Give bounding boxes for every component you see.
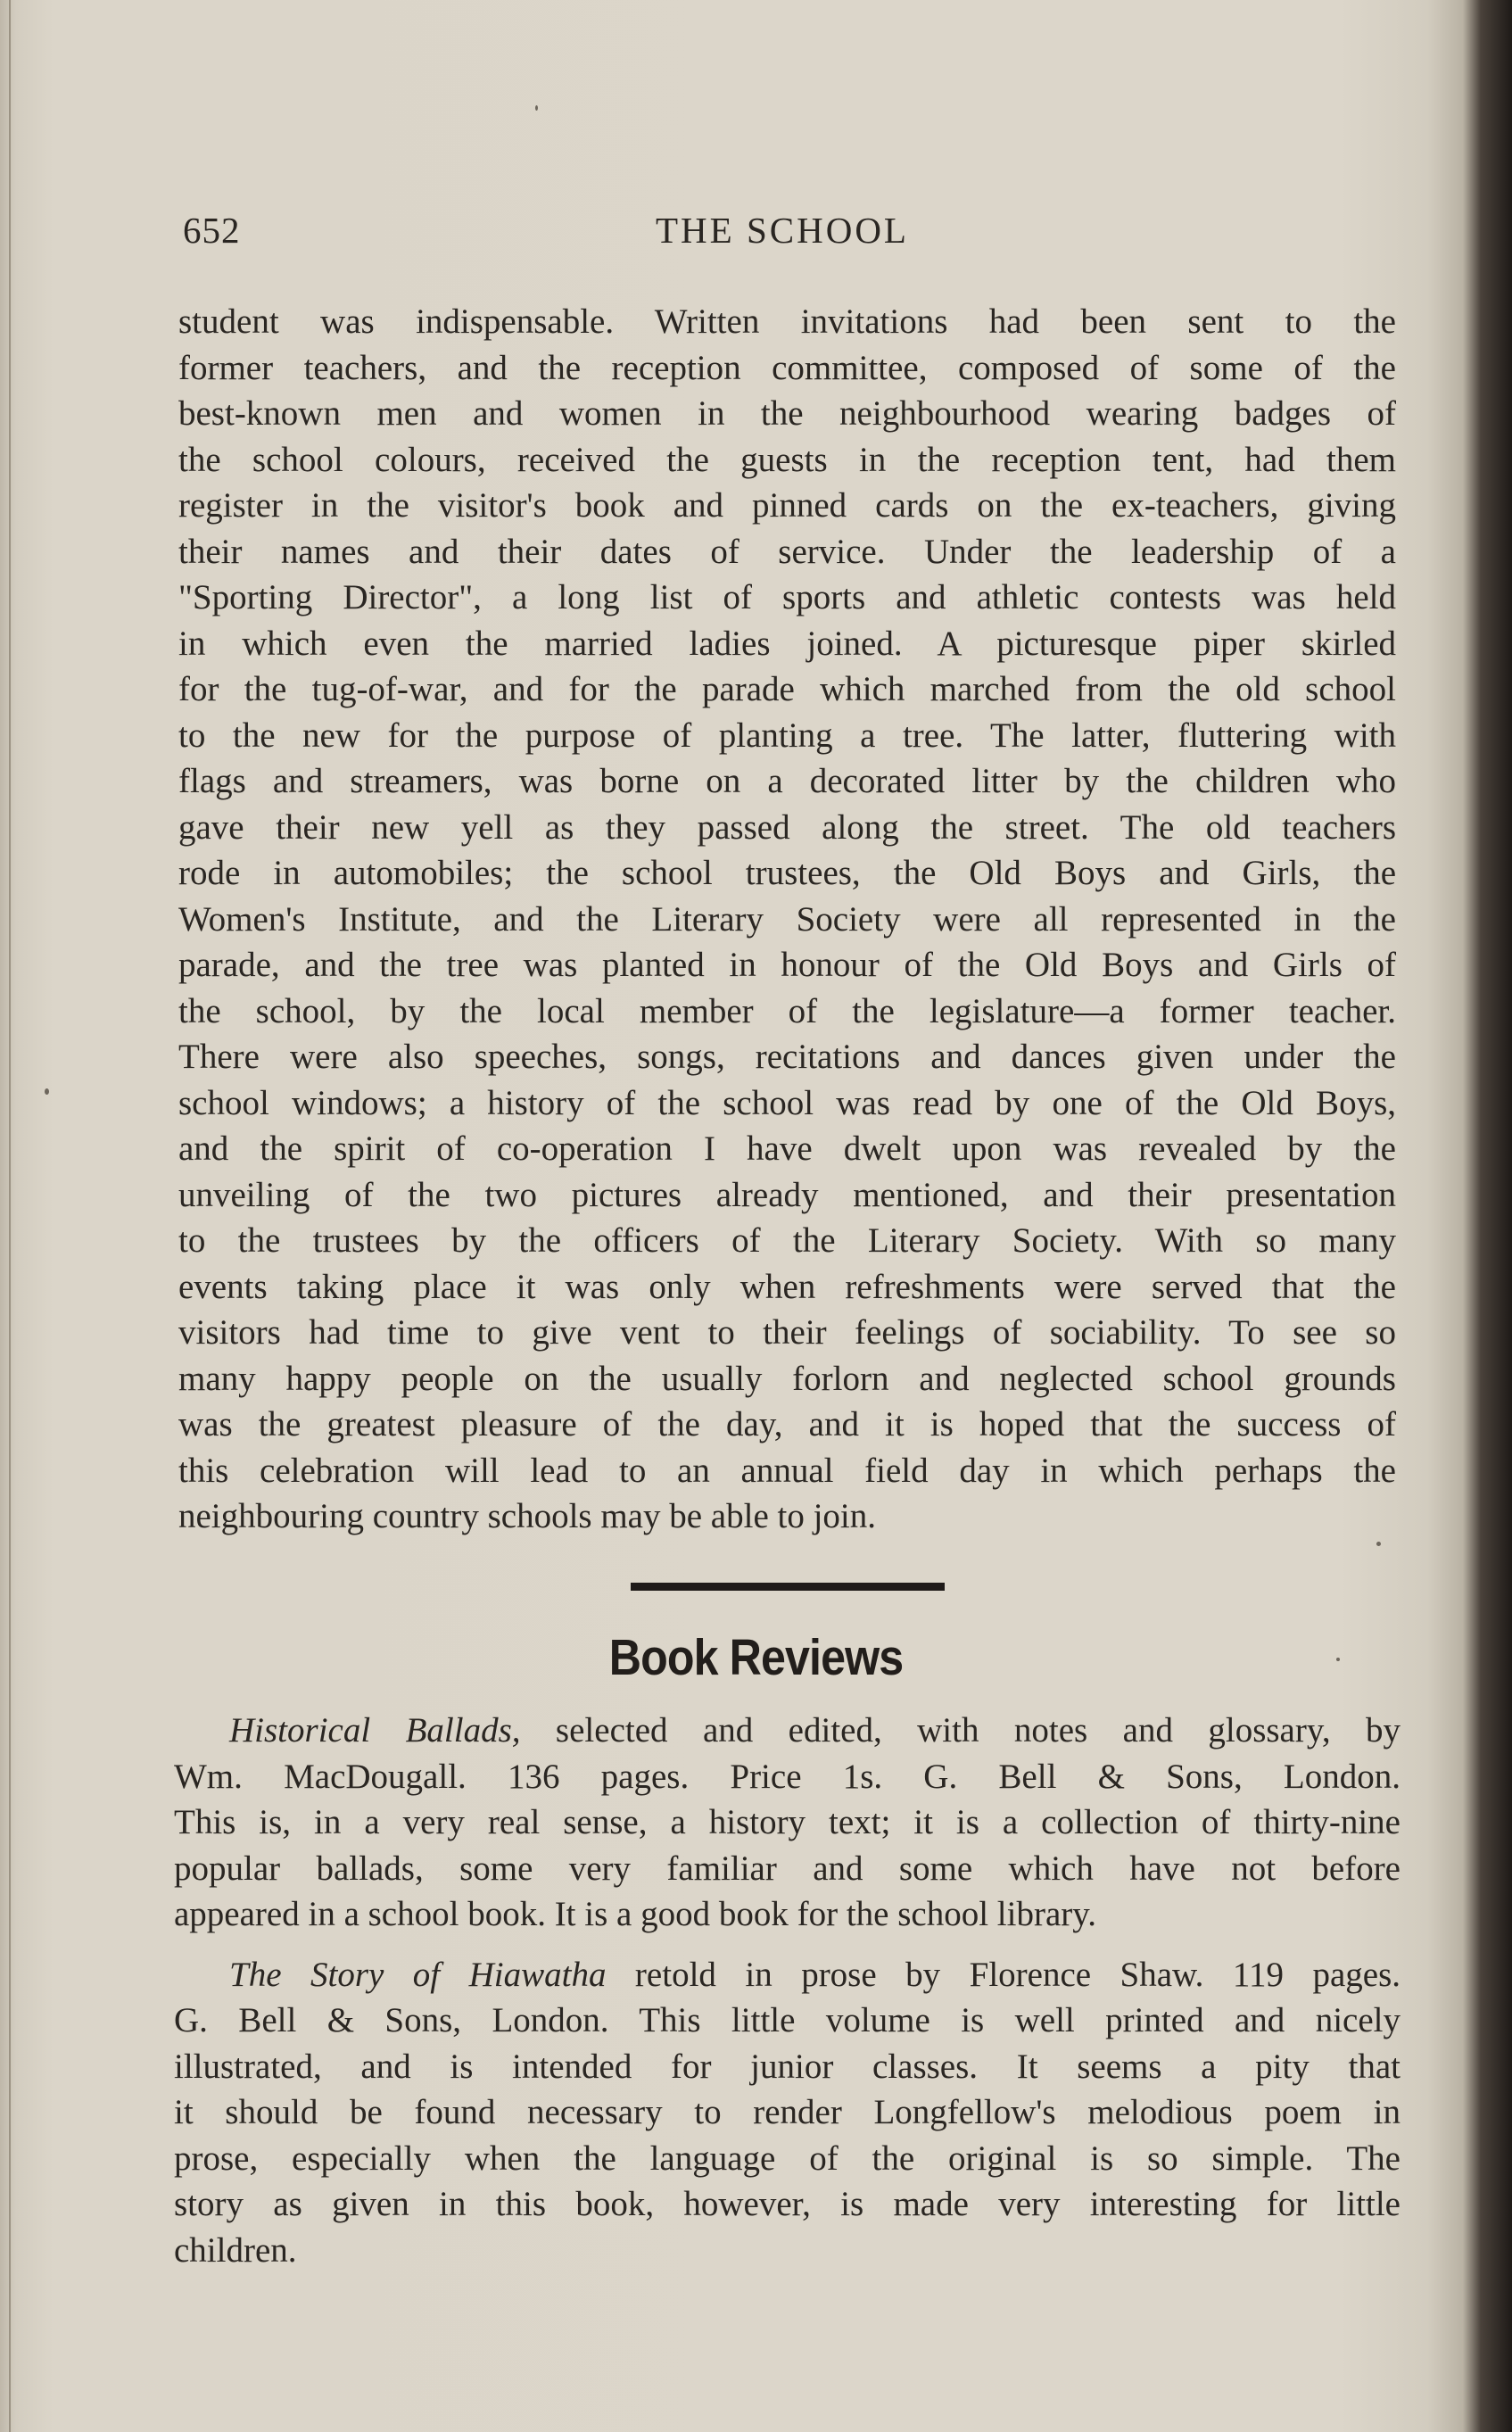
text-line: to the trustees by the officers of the Literary Society. With so many [178, 1221, 1396, 1260]
section-divider [631, 1583, 945, 1591]
speck [45, 1088, 49, 1095]
text-line: was the greatest pleasure of the day, and it is hoped that the success of [178, 1405, 1396, 1443]
text-line: the school, by the local member of the legislature—a former teacher. [178, 991, 1396, 1030]
speck [535, 105, 538, 111]
text-line: story as given in this book, however, is made very interesting for little [174, 2185, 1400, 2223]
text-line: "Sporting Director", a long list of sports and athletic contests was held [178, 578, 1396, 616]
text-line: this celebration will lead to an annual field day in which perhaps the [178, 1451, 1396, 1490]
text-line: unveiling of the two pictures already mentioned, and their presentation [178, 1175, 1396, 1214]
running-title: THE SCHOOL [656, 210, 909, 251]
text-line: illustrated, and is intended for junior classes. It seems a pity that [174, 2047, 1400, 2086]
text-line: prose, especially when the language of the original is so simple. The [174, 2138, 1400, 2178]
review-first-line [174, 1708, 1400, 1754]
speck [1376, 1542, 1381, 1546]
text-line: G. Bell & Sons, London. This little volume is well printed and nicely [174, 2001, 1400, 2039]
book-title: Historical Ballads, [229, 1711, 521, 1750]
review-first-line [174, 1952, 1400, 1998]
text-line: rode in automobiles; the school trustees, the Old Boys and Girls, the [178, 854, 1396, 892]
book-title: The Story of Hiawatha [229, 1955, 607, 1994]
text-line: for the tug-of-war, and for the parade which marched from the old school [178, 670, 1396, 708]
text-line: their names and their dates of service. Under the leadership of a [178, 532, 1396, 571]
text-line: to the new for the purpose of planting a tree. The latter, fluttering with [178, 716, 1396, 755]
review-text: retold in prose by Florence Shaw. 119 pages. [606, 1955, 1400, 1994]
text-line: parade, and the tree was planted in honour of the Old Boys and Girls of [178, 946, 1396, 984]
page-header [183, 209, 1396, 257]
section-heading: Book Reviews [608, 1629, 904, 1686]
text-line: Women's Institute, and the Literary Society were all represented in the [178, 899, 1396, 939]
text-line: student was indispensable. Written invitations had been sent to the [178, 302, 1396, 341]
text-line: former teachers, and the reception committee, composed of some of the [178, 348, 1396, 387]
text-line: visitors had time to give vent to their feelings of sociability. To see so [178, 1313, 1396, 1352]
text-line: Wm. MacDougall. 136 pages. Price 1s. G. Bell & Sons, London. [174, 1757, 1400, 1796]
text-line: There were also speeches, songs, recitations and dances given under the [178, 1038, 1396, 1076]
text-line: neighbouring country schools may be able to join. [178, 1497, 877, 1535]
text-line: appeared in a school book. It is a good book for the school library. [174, 1895, 1096, 1933]
review-text: selected and edited, with notes and glossary, by [520, 1711, 1400, 1750]
article-body [178, 299, 1396, 1540]
speck [1336, 1658, 1340, 1661]
text-line: and the spirit of co-operation I have dwelt upon was revealed by the [178, 1129, 1396, 1168]
text-line: the school colours, received the guests in the reception tent, had them [178, 440, 1396, 479]
text-line: popular ballads, some very familiar and some which have not before [174, 1849, 1400, 1888]
text-line: in which even the married ladies joined. A picturesque piper skirled [178, 624, 1396, 663]
text-line: events taking place it was only when refreshments were served that the [178, 1267, 1396, 1306]
text-line: This is, in a very real sense, a history text; it is a collection of thirty-nine [174, 1803, 1400, 1841]
page-number: 652 [183, 210, 241, 251]
text-line: best-known men and women in the neighbourhood wearing badges of [178, 394, 1396, 433]
page-gutter [9, 0, 11, 2432]
book-reviews [174, 1708, 1400, 2287]
text-line: flags and streamers, was borne on a decorated litter by the children who [178, 762, 1396, 800]
text-line: school windows; a history of the school was read by one of the Old Boys, [178, 1083, 1396, 1122]
review-entry [174, 1708, 1400, 1938]
review-entry [174, 1952, 1400, 2274]
text-line: many happy people on the usually forlorn and neglected school grounds [178, 1359, 1396, 1398]
text-line: register in the visitor's book and pinned cards on the ex-teachers, giving [178, 486, 1396, 525]
text-line: gave their new yell as they passed along the street. The old teachers [178, 807, 1396, 847]
text-line: children. [174, 2230, 297, 2270]
text-line: it should be found necessary to render Longfellow's melodious poem in [174, 2093, 1400, 2131]
